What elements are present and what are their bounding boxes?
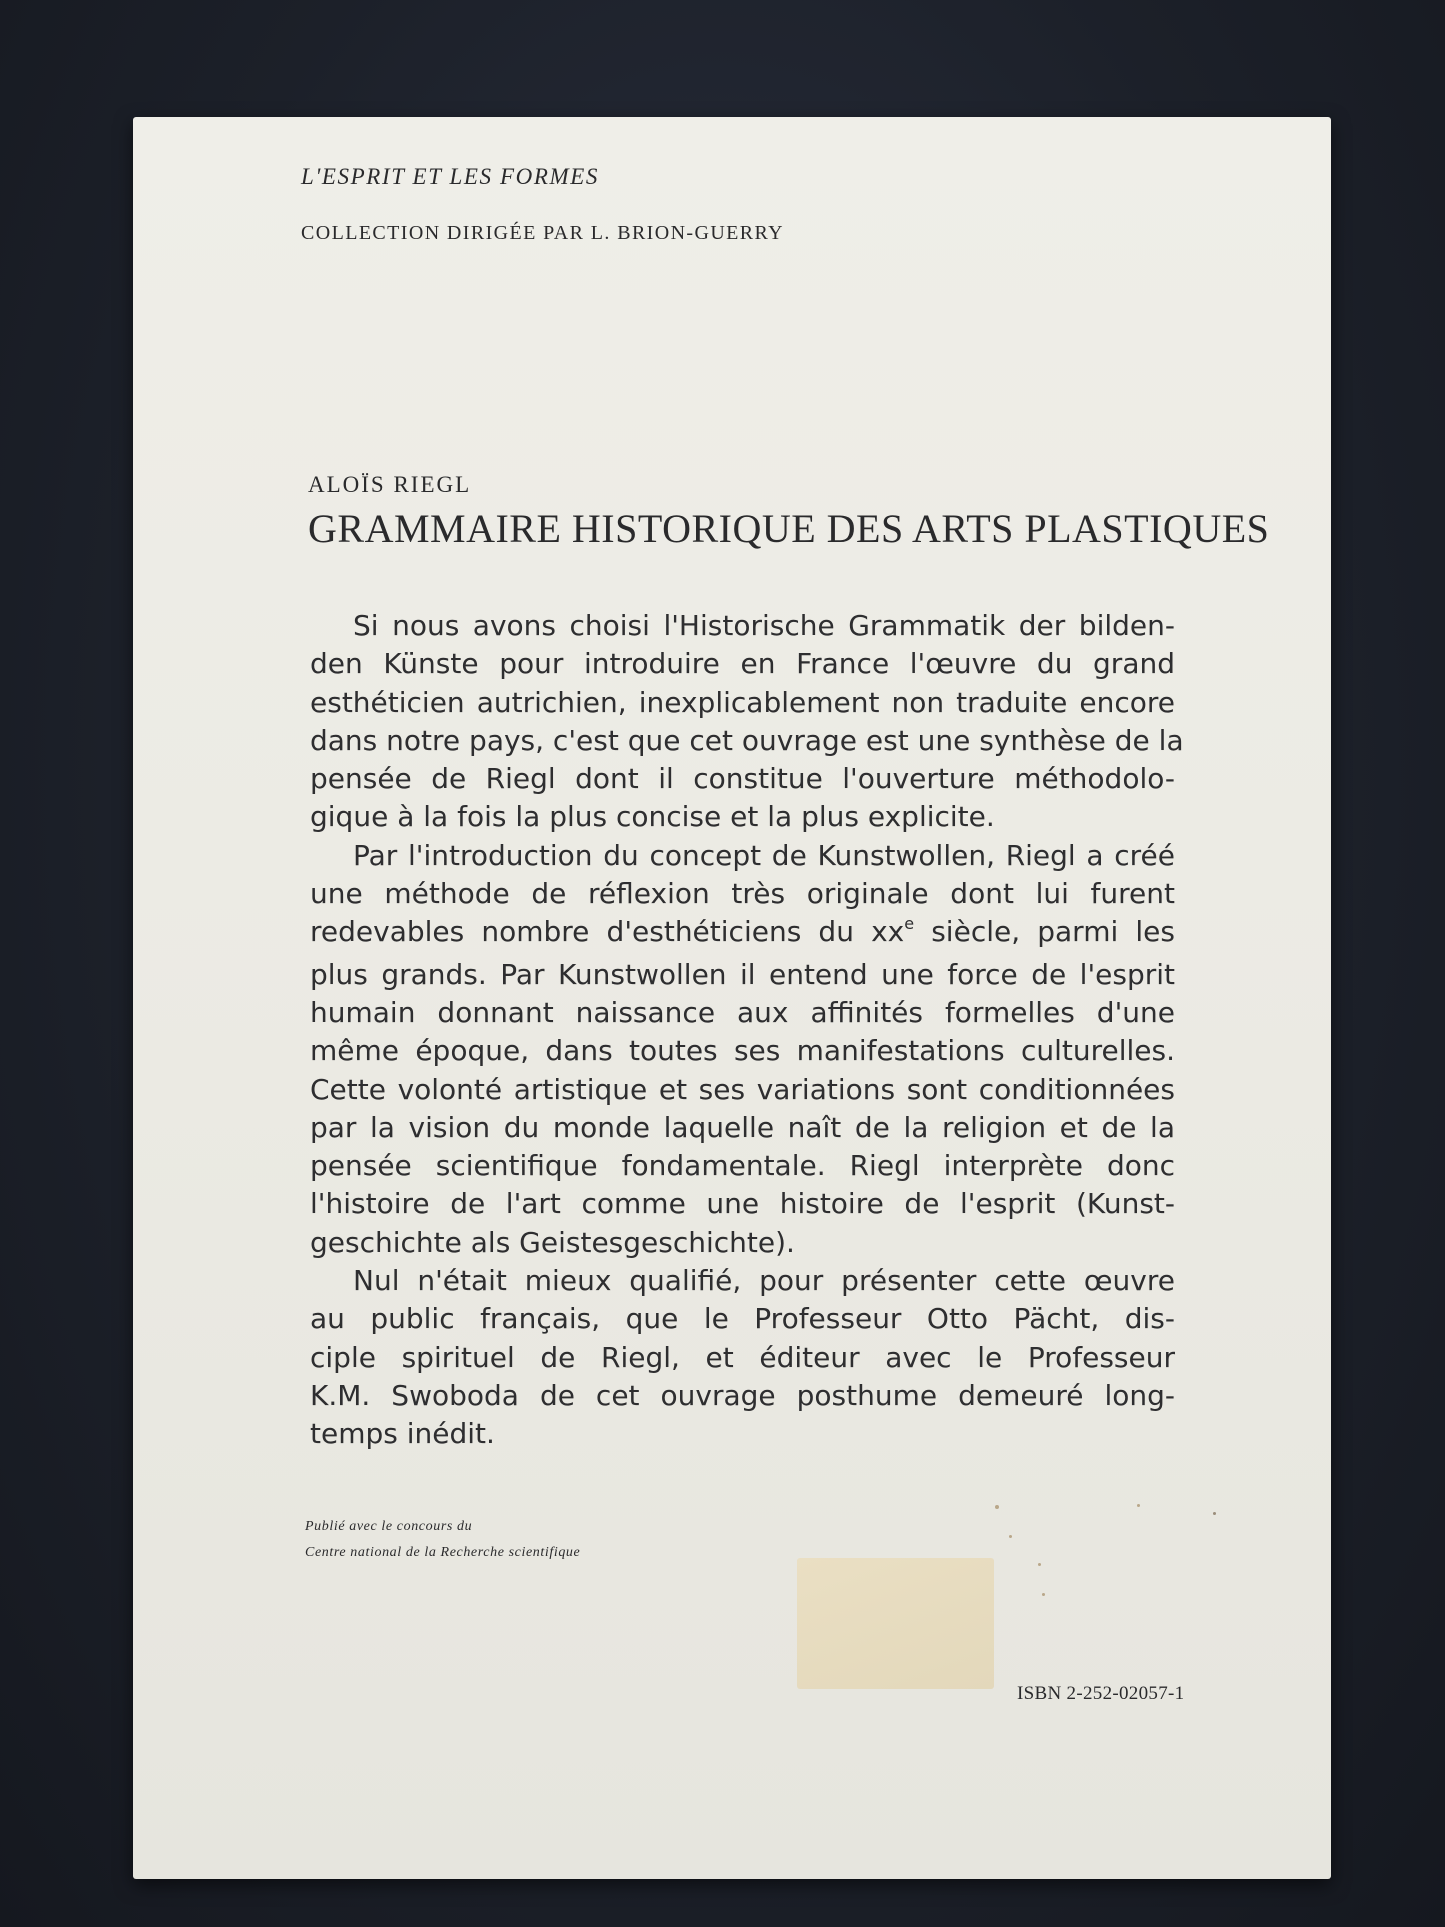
- blurb-line: dans notre pays, c'est que cet ouvrage est une synthèse de la: [310, 723, 1184, 757]
- blurb-line: den Künste pour introduire en France l'œuvre du grand: [310, 647, 1175, 681]
- series-name: L'ESPRIT ET LES FORMES: [301, 164, 600, 189]
- paper-speck: [1137, 1504, 1140, 1507]
- publisher-note-line-2: Centre national de la Recherche scientifique: [305, 1545, 581, 1560]
- blurb-line: même époque, dans toutes ses manifestations culturelles.: [310, 1034, 1175, 1068]
- blurb-line: gique à la fois la plus concise et la plus explicite.: [310, 800, 995, 834]
- blurb-line: l'histoire de l'art comme une histoire de l'esprit (Kunst-: [310, 1187, 1175, 1221]
- blurb-line: Si nous avons choisi l'Historische Grammatik der bilden-: [353, 609, 1175, 642]
- blurb-line: Nul n'était mieux qualifié, pour présenter cette œuvre: [353, 1264, 1175, 1298]
- paper-speck: [1009, 1535, 1012, 1538]
- superscript-e: e: [904, 914, 915, 934]
- blurb-line: ciple spirituel de Riegl, et éditeur avec le Professeur: [310, 1340, 1175, 1374]
- blurb-line: geschichte als Geistesgeschichte).: [310, 1225, 795, 1259]
- blurb-fragment: siècle, parmi les: [914, 915, 1175, 949]
- blurb-line: Par l'introduction du concept de Kunstwollen, Riegl a créé: [353, 838, 1175, 872]
- isbn-number: ISBN 2-252-02057-1: [1017, 1683, 1185, 1704]
- paper-speck: [1213, 1512, 1216, 1515]
- blurb-line: par la vision du monde laquelle naît de la religion et de la: [310, 1110, 1175, 1144]
- book-back-cover: [133, 117, 1331, 1879]
- blurb-line: Cette volonté artistique et ses variations sont conditionnées: [310, 1072, 1175, 1106]
- blurb-line: au public français, que le Professeur Otto Pächt, dis-: [310, 1302, 1175, 1336]
- blurb-line: pensée de Riegl dont il constitue l'ouverture méthodolo-: [310, 762, 1175, 796]
- book-title: GRAMMAIRE HISTORIQUE DES ARTS PLASTIQUES: [308, 506, 1270, 551]
- blurb-line: une méthode de réflexion très originale dont lui furent: [310, 877, 1175, 911]
- blurb-line: esthéticien autrichien, inexplicablement non traduite encore: [310, 685, 1175, 719]
- paper-speck: [995, 1505, 999, 1509]
- blurb-text: [310, 607, 1184, 1454]
- collection-director: COLLECTION DIRIGÉE PAR L. BRION-GUERRY: [301, 222, 785, 244]
- price-sticker: [797, 1558, 994, 1689]
- blurb-line: pensée scientifique fondamentale. Riegl interprète donc: [310, 1149, 1175, 1183]
- blurb-line: [310, 913, 1175, 955]
- blurb-fragment: redevables nombre d'esthéticiens du xx: [310, 915, 905, 949]
- book-author: ALOÏS RIEGL: [308, 472, 472, 497]
- publisher-note-line-1: Publié avec le concours du: [305, 1519, 473, 1534]
- paper-speck: [1042, 1593, 1045, 1596]
- paper-speck: [1038, 1563, 1041, 1566]
- blurb-line: plus grands. Par Kunstwollen il entend une force de l'esprit: [310, 957, 1175, 991]
- blurb-line: humain donnant naissance aux affinités formelles d'une: [310, 995, 1175, 1029]
- blurb-line: temps inédit.: [310, 1417, 495, 1451]
- blurb-line: K.M. Swoboda de cet ouvrage posthume demeuré long-: [310, 1378, 1175, 1412]
